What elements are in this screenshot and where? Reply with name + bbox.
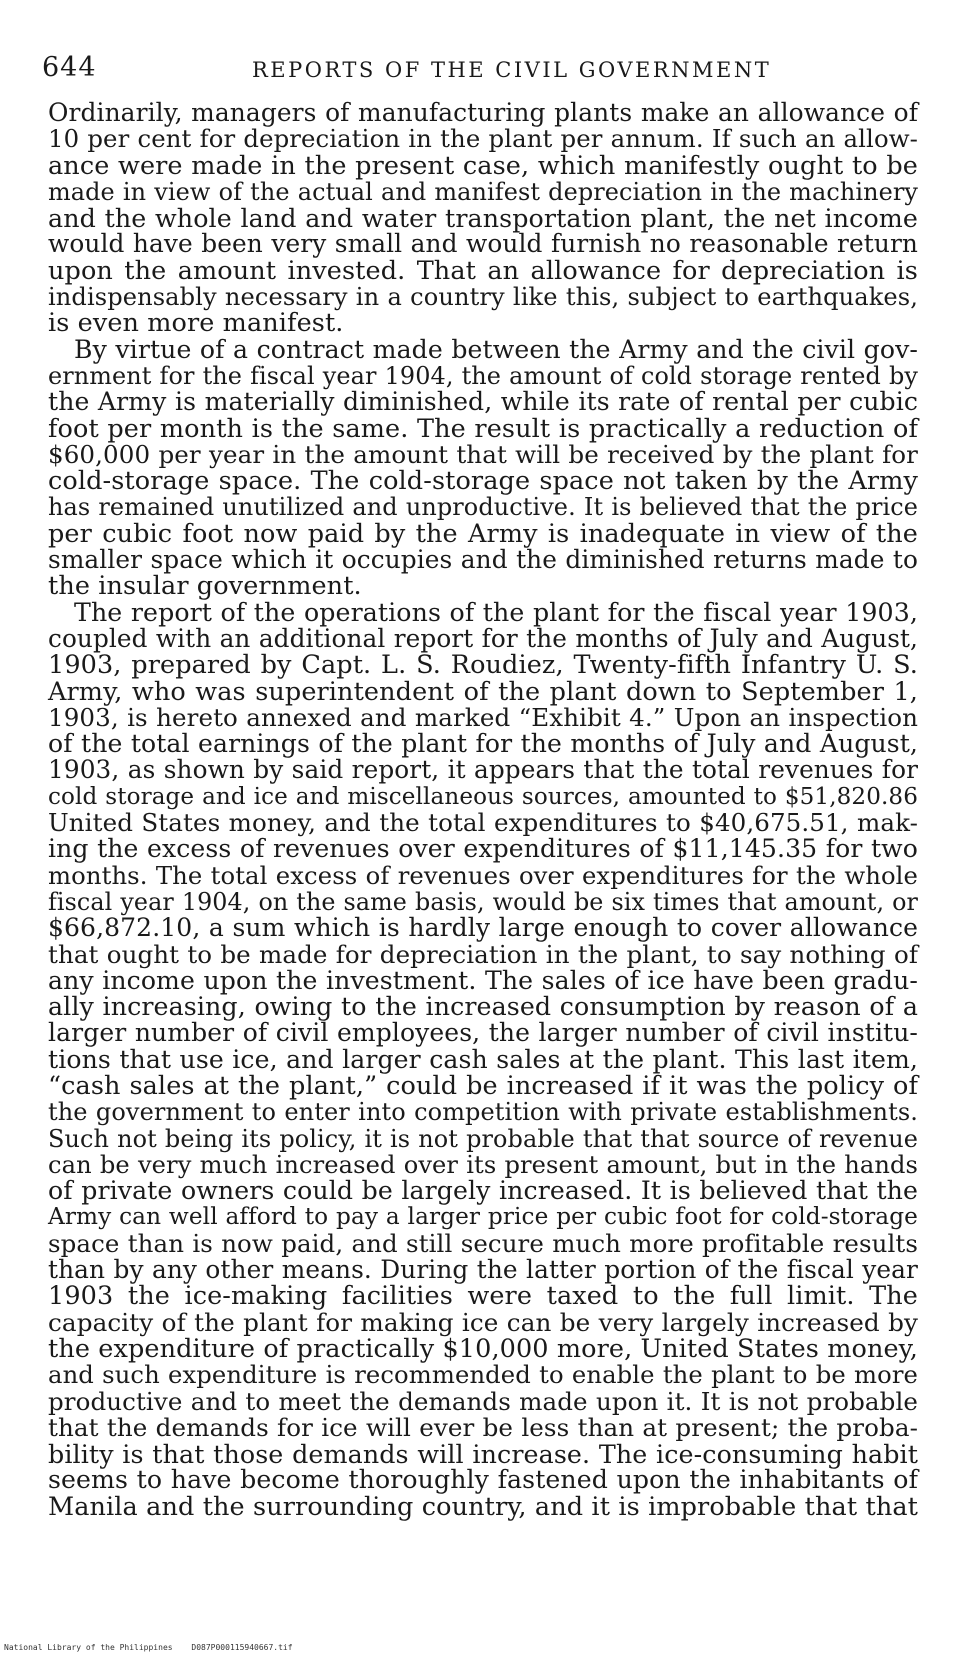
text-line: 1903, is hereto annexed and marked “Exhibit 4.” Upon an inspection bbox=[48, 702, 918, 732]
text-line: Ordinarily, managers of manufacturing plants make an allowance of bbox=[48, 98, 918, 127]
text-line: can be very much increased over its present amount, but in the hands bbox=[48, 1150, 918, 1179]
text-line: fiscal year 1904, on the same basis, would be six times that amount, or bbox=[48, 887, 918, 916]
text-line: bility is that those demands will increase. The ice-consuming habit bbox=[48, 1439, 918, 1470]
text-line: 10 per cent for depreciation in the plant per annum. If such an allow- bbox=[48, 124, 918, 154]
text-line: that ought to be made for depreciation in the plant, to say nothing of bbox=[48, 939, 918, 969]
text-line: months. The total excess of revenues over expenditures for the whole bbox=[48, 860, 918, 890]
text-line: the Army is materially diminished, while its rate of rental per cubic bbox=[48, 387, 918, 417]
text-line: productive and to meet the demands made upon it. It is not probable bbox=[48, 1386, 918, 1416]
text-line: than by any other means. During the latter portion of the fiscal year bbox=[48, 1255, 918, 1285]
text-line: smaller space which it occupies and the diminished returns made to bbox=[48, 545, 918, 575]
text-line: Army, who was superintendent of the plant down to September 1, bbox=[48, 676, 918, 707]
text-line: $60,000 per year in the amount that will be received by the plant for bbox=[48, 439, 918, 469]
text-line: The report of the operations of the plant for the fiscal year 1903, bbox=[74, 597, 918, 627]
text-line: has remained unutilized and unproductive. It is believed that the price bbox=[48, 493, 918, 522]
text-line: 1903, prepared by Capt. L. S. Roudiez, Twenty-fifth Infantry U. S. bbox=[48, 650, 918, 681]
text-line: United States money, and the total expenditures to $40,675.51, mak- bbox=[48, 808, 918, 838]
text-line: would have been very small and would furnish no reasonable return bbox=[48, 229, 918, 259]
running-title: REPORTS OF THE CIVIL GOVERNMENT bbox=[252, 58, 772, 82]
text-line: the insular government. bbox=[48, 571, 362, 602]
text-line: upon the amount invested. That an allowance for depreciation is bbox=[48, 255, 918, 286]
text-line: any income upon the investment. The sales of ice have been gradu- bbox=[48, 965, 918, 995]
footer-library: National Library of the Philippines bbox=[4, 1643, 173, 1652]
page-header bbox=[42, 48, 922, 88]
text-line: and the whole land and water transportation plant, the net income bbox=[48, 203, 918, 234]
text-line: per cubic foot now paid by the Army is inadequate in view of the bbox=[48, 518, 918, 549]
text-line: ally increasing, owing to the increased consumption by reason of a bbox=[48, 992, 918, 1022]
text-line: seems to have become thoroughly fastened upon the inhabitants of bbox=[48, 1465, 918, 1495]
text-line: is even more manifest. bbox=[48, 308, 344, 339]
text-line: the government to enter into competition with private establishments. bbox=[48, 1098, 918, 1127]
page-number: 644 bbox=[42, 52, 97, 83]
scan-footer bbox=[4, 1643, 307, 1652]
text-line: 1903, as shown by said report, it appears that the total revenues for bbox=[48, 755, 918, 785]
text-line: cold storage and ice and miscellaneous sources, amounted to $51,820.86 bbox=[48, 783, 918, 810]
text-line: By virtue of a contract made between the Army and the civil gov- bbox=[74, 334, 918, 364]
text-line: ernment for the fiscal year 1904, the amount of cold storage rented by bbox=[48, 361, 918, 390]
text-line: ing the excess of revenues over expenditures of $11,145.35 for two bbox=[48, 834, 918, 864]
text-line: ance were made in the present case, which manifestly ought to be bbox=[48, 150, 918, 181]
text-line: of private owners could be largely increased. It is believed that the bbox=[48, 1176, 918, 1206]
text-line: that the demands for ice will ever be less than at present; the proba- bbox=[48, 1412, 918, 1442]
text-line: of the total earnings of the plant for the months of July and August, bbox=[48, 729, 918, 759]
text-line: Army can well afford to pay a larger price per cubic foot for cold-storage bbox=[48, 1203, 918, 1231]
text-line: Manila and the surrounding country, and it is improbable that that bbox=[48, 1491, 918, 1522]
text-line: larger number of civil employees, the larger number of civil institu- bbox=[48, 1018, 918, 1048]
text-line: space than is now paid, and still secure much more profitable results bbox=[48, 1228, 918, 1258]
text-line: made in view of the actual and manifest depreciation in the machinery bbox=[48, 177, 918, 206]
text-line: cold-storage space. The cold-storage space not taken by the Army bbox=[48, 466, 918, 497]
text-line: “cash sales at the plant,” could be increased if it was the policy of bbox=[48, 1070, 918, 1101]
text-line: coupled with an additional report for the months of July and August, bbox=[48, 623, 918, 653]
body-text bbox=[48, 100, 918, 1520]
text-line: Such not being its policy, it is not probable that that source of revenue bbox=[48, 1124, 918, 1153]
text-line: and such expenditure is recommended to enable the plant to be more bbox=[48, 1360, 918, 1390]
text-line: foot per month is the same. The result is practically a reduction of bbox=[48, 413, 918, 444]
text-line: $66,872.10, a sum which is hardly large enough to cover allowance bbox=[48, 913, 918, 943]
text-line: indispensably necessary in a country like this, subject to earthquakes, bbox=[48, 283, 918, 312]
text-line: capacity of the plant for making ice can be very largely increased by bbox=[48, 1307, 918, 1337]
text-line: tions that use ice, and larger cash sales at the plant. This last item, bbox=[48, 1044, 918, 1074]
footer-file-id: D087P000115940667.tif bbox=[191, 1643, 293, 1652]
text-line: 1903 the ice-making facilities were taxed to the full limit. The bbox=[48, 1281, 918, 1312]
text-line: the expenditure of practically $10,000 more, United States money, bbox=[48, 1333, 918, 1364]
